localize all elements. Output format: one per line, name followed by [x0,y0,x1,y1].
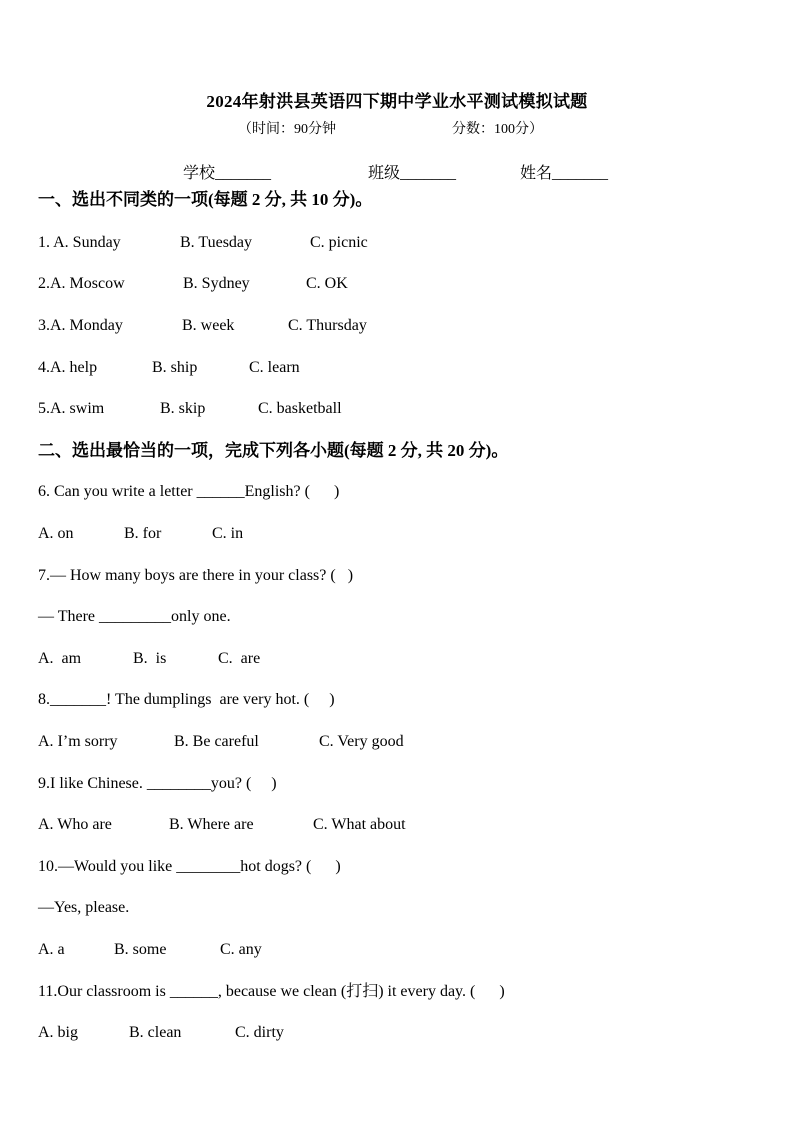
q10-option-b: B. some [114,941,167,958]
school-field: 学校_______ [183,165,272,182]
q6-option-a: A. on [38,525,74,542]
exam-time: （时间：90分钟 [238,122,336,137]
q11-option-b: B. clean [129,1024,182,1041]
q8-option-b: B. Be careful [174,733,259,750]
name-field: 姓名_______ [520,165,609,182]
q9-option-a: A. Who are [38,816,112,833]
section1-heading: 一、选出不同类的一项(每题 2 分, 共 10 分)。 [38,190,373,209]
q3-option-c: C. Thursday [288,317,367,334]
q7-option-c: C. are [218,650,261,667]
class-field: 班级_______ [368,165,457,182]
q11-stem: 11.Our classroom is ______, because we clean (打扫) it every day. ( ) [38,983,505,1000]
q3-option-b: B. week [182,317,235,334]
q7-option-a: A. am [38,650,82,667]
q7-stem: 7.— How many boys are there in your class? ( ) [38,567,354,584]
q10-option-c: C. any [220,941,262,958]
q7-response: — There _________only one. [38,608,231,625]
q6-stem: 6. Can you write a letter ______English? ( ) [38,483,340,500]
section2-heading: 二、选出最恰当的一项，完成下列各小题(每题 2 分, 共 20 分)。 [38,441,509,460]
q9-option-c: C. What about [313,816,406,833]
q11-option-c: C. dirty [235,1024,284,1041]
q2-option-c: C. OK [306,275,348,292]
q2-option-b: B. Sydney [183,275,250,292]
q3-option-a: 3.A. Monday [38,317,123,334]
exam-score: 分数：100分） [452,122,543,137]
q1-option-c: C. picnic [310,234,368,251]
q8-option-c: C. Very good [319,733,404,750]
q8-stem: 8._______! The dumplings are very hot. ( ) [38,691,335,708]
q5-option-c: C. basketball [258,400,342,417]
q1-option-a: 1. A. Sunday [38,234,121,251]
q4-option-c: C. learn [249,359,300,376]
q1-option-b: B. Tuesday [180,234,253,251]
q10-response: —Yes, please. [38,899,130,916]
q9-stem: 9.I like Chinese. ________you? ( ) [38,775,277,792]
q4-option-b: B. ship [152,359,198,376]
q5-option-a: 5.A. swim [38,400,105,417]
q10-option-a: A. a [38,941,65,958]
q9-option-b: B. Where are [169,816,254,833]
q11-option-a: A. big [38,1024,78,1041]
q6-option-b: B. for [124,525,162,542]
q10-stem: 10.—Would you like ________hot dogs? ( ) [38,858,341,875]
exam-title: 2024年射洪县英语四下期中学业水平测试模拟试题 [206,92,588,111]
q8-option-a: A. I’m sorry [38,733,118,750]
q2-option-a: 2.A. Moscow [38,275,125,292]
q5-option-b: B. skip [160,400,206,417]
q7-option-b: B. is [133,650,167,667]
q4-option-a: 4.A. help [38,359,98,376]
q6-option-c: C. in [212,525,244,542]
